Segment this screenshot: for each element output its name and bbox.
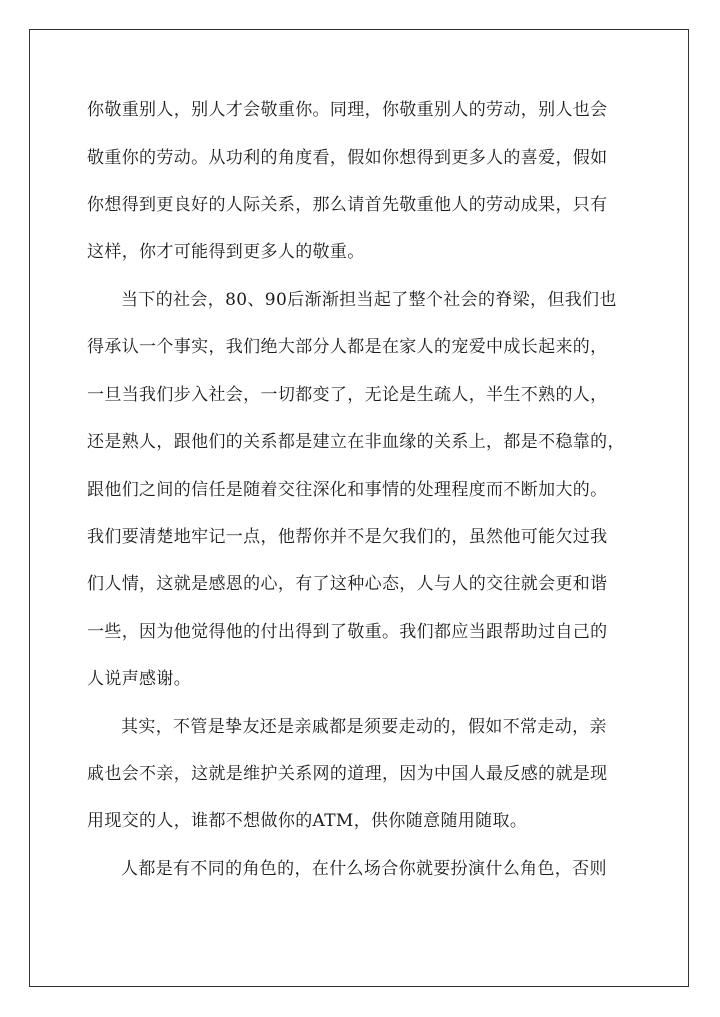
text-line: 跟他们之间的信任是随着交往深化和事情的处理程度而不断加大的。 — [87, 480, 608, 500]
text-line: 敬重你的劳动。从功利的角度看，假如你想得到更多人的喜爱，假如 — [87, 148, 608, 168]
text-line: 这样，你才可能得到更多人的敬重。 — [87, 242, 365, 262]
text-line: 一旦当我们步入社会，一切都变了，无论是生疏人，半生不熟的人， — [87, 385, 608, 405]
text-line: 其实，不管是挚友还是亲戚都是须要走动的，假如不常走动，亲 — [121, 717, 607, 737]
text-line: 你想得到更良好的人际关系，那么请首先敬重他人的劳动成果，只有 — [87, 195, 608, 215]
text-line: 一些，因为他觉得他的付出得到了敬重。我们都应当跟帮助过自己的 — [87, 622, 608, 642]
text-line: 人都是有不同的角色的，在什么场合你就要扮演什么角色，否则 — [121, 859, 607, 879]
text-line: 得承认一个事实，我们绝大部分人都是在家人的宠爱中成长起来的， — [87, 337, 608, 357]
text-line: 还是熟人，跟他们的关系都是建立在非血缘的关系上，都是不稳靠的， — [87, 432, 625, 452]
text-line: 你敬重别人，别人才会敬重你。同理，你敬重别人的劳动，别人也会 — [87, 100, 608, 120]
page-border — [29, 29, 689, 987]
text-line: 用现交的人，谁都不想做你的ATM，供你随意随用随取。 — [87, 811, 528, 831]
text-line: 人说声感谢。 — [87, 669, 192, 689]
text-line: 戚也会不亲，这就是维护关系网的道理，因为中国人最反感的就是现 — [87, 764, 608, 784]
text-line: 我们要清楚地牢记一点，他帮你并不是欠我们的，虽然他可能欠过我 — [87, 527, 608, 547]
text-line: 当下的社会，80、90后渐渐担当起了整个社会的脊梁，但我们也 — [121, 290, 617, 310]
text-line: 们人情，这就是感恩的心，有了这种心态，人与人的交往就会更和谐 — [87, 574, 608, 594]
